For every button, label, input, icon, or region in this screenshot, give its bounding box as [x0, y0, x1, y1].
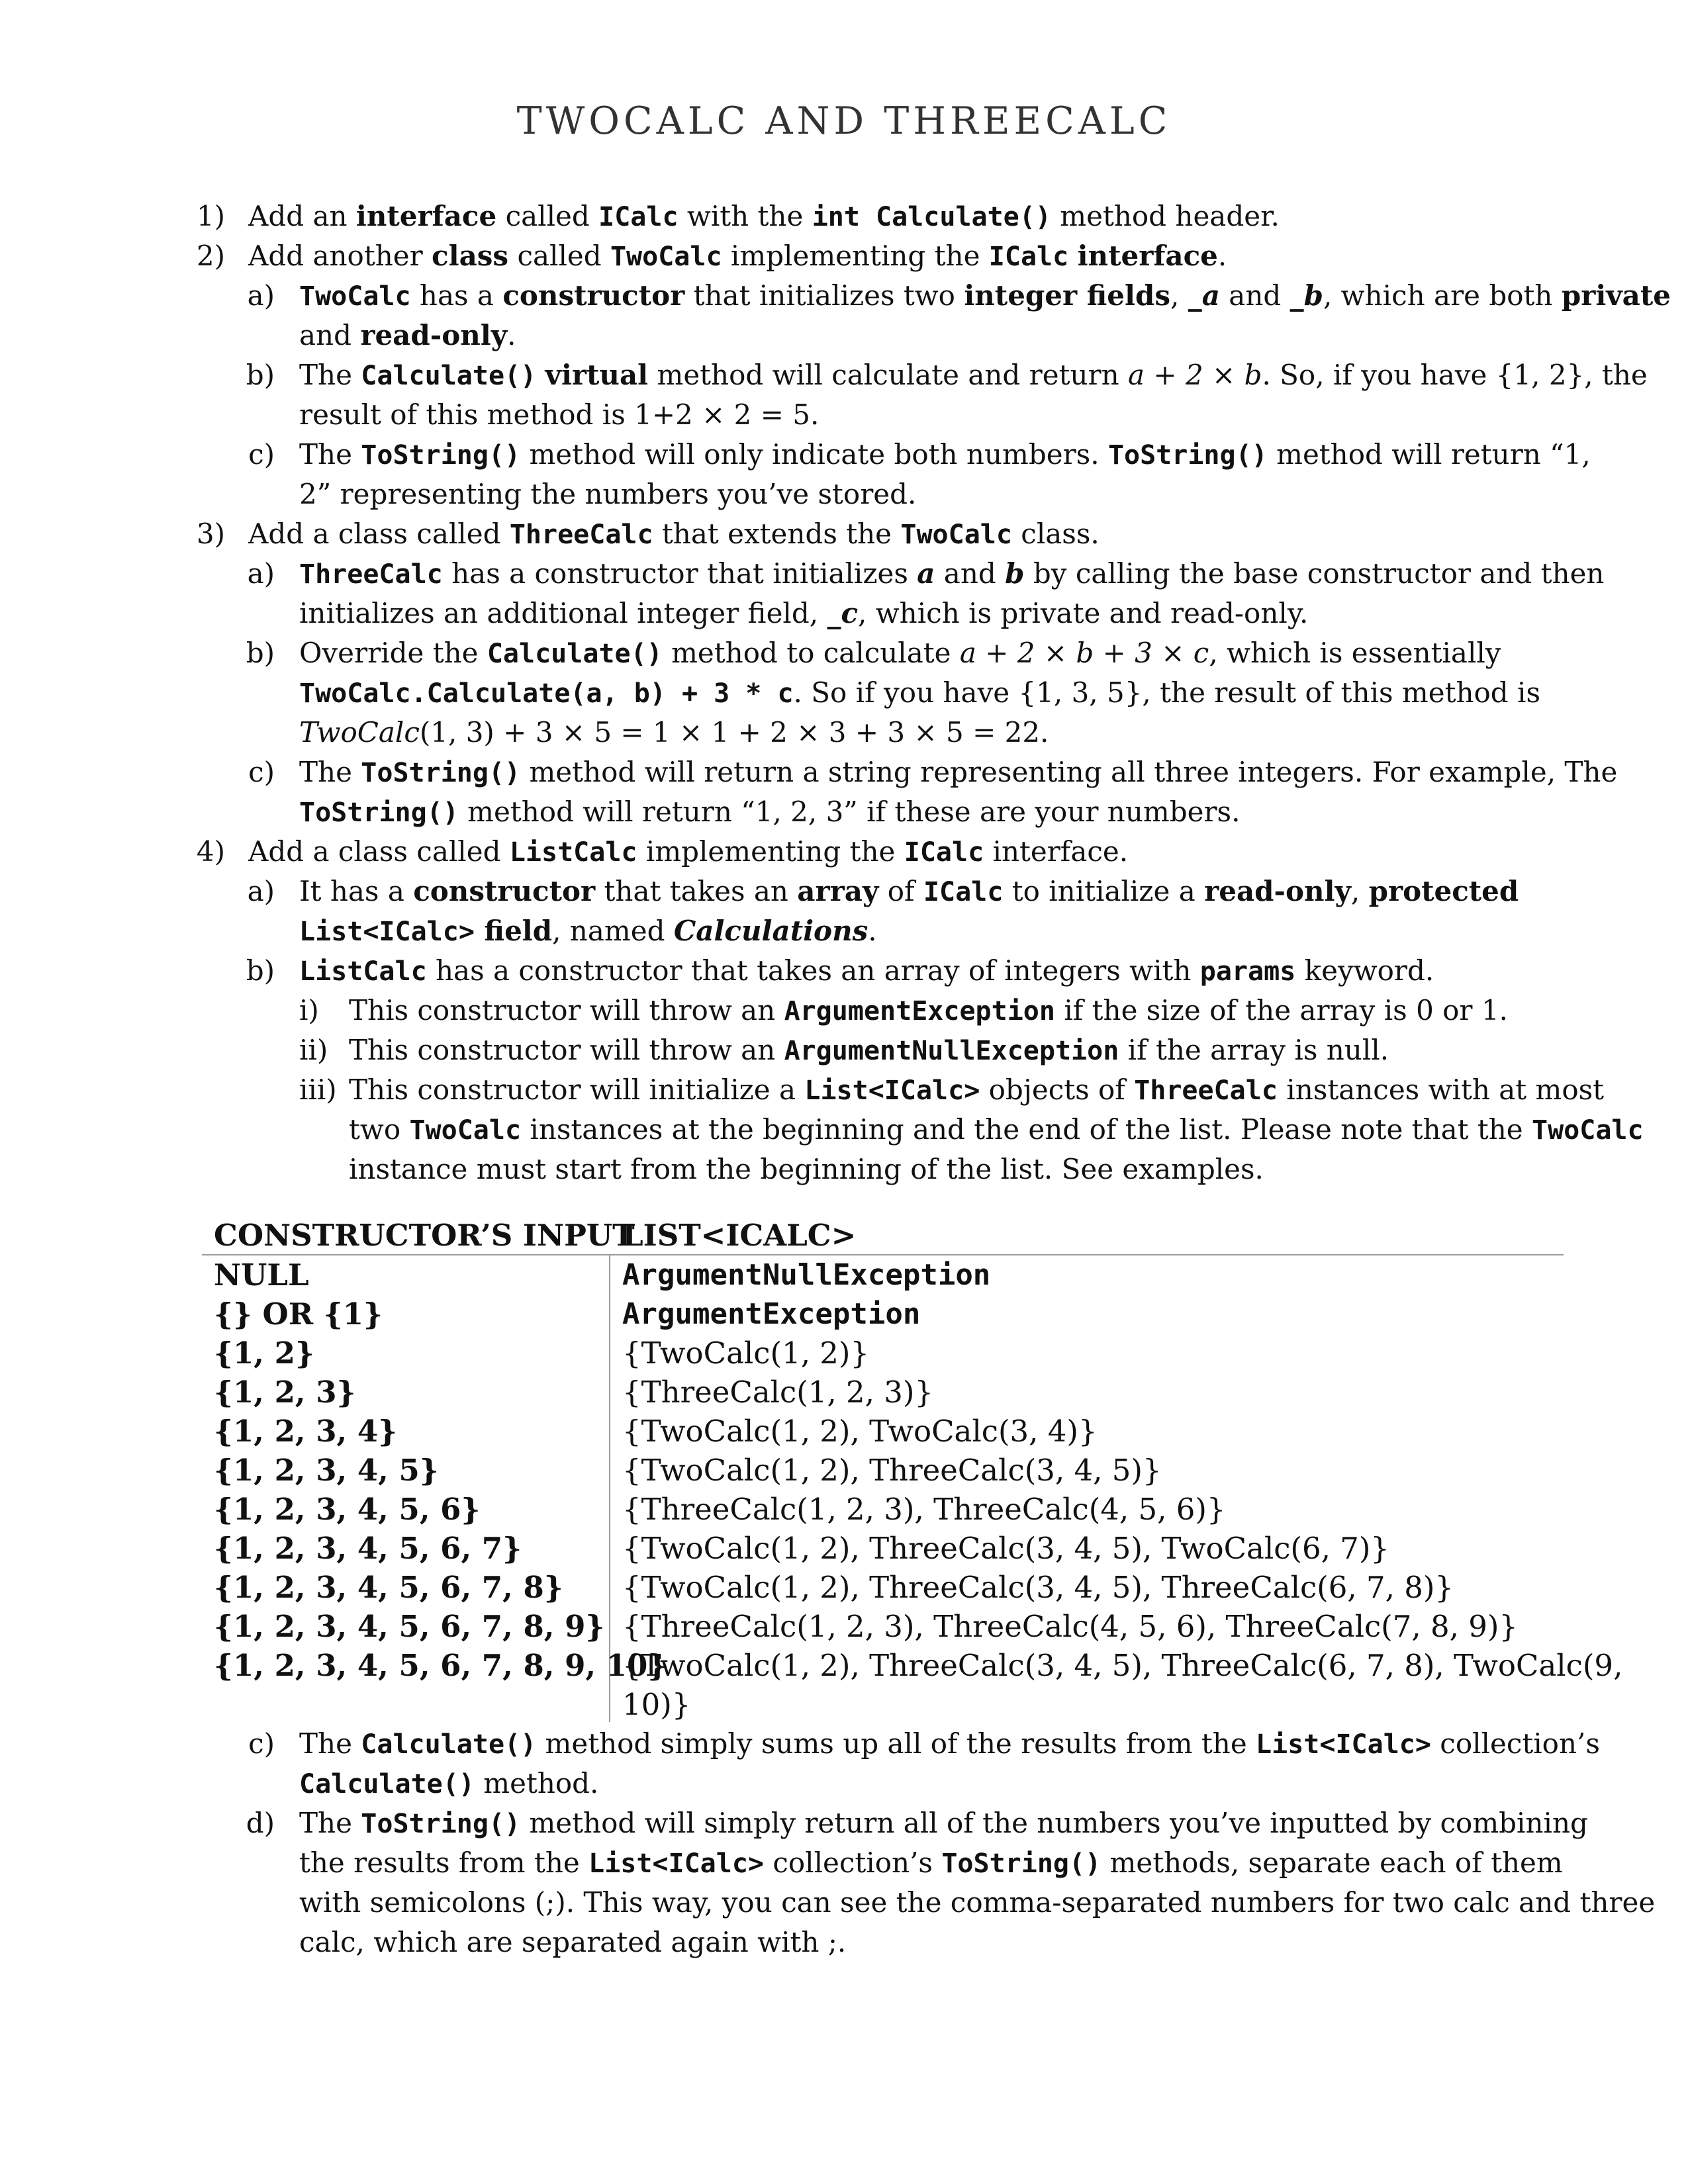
table-cell-input: {1, 2, 3, 4, 5, 6, 7, 8} [214, 1570, 563, 1605]
item-3a-line1: ThreeCalc has a constructor that initializes a and b by calling the base constructor and then [299, 557, 1605, 590]
item-2a-line2: and read-only. [299, 319, 516, 351]
table-cell-input: {1, 2, 3, 4, 5} [214, 1453, 439, 1488]
item-4d-line3: with semicolons (;). This way, you can see the comma-separated numbers for two calc and three [299, 1886, 1656, 1919]
table-cell-input: {1, 2, 3, 4} [214, 1414, 398, 1449]
table-cell-output: {TwoCalc(1, 2)} [622, 1336, 870, 1371]
item-number: 2) [196, 240, 225, 272]
page-title: TWOCALC AND THREECALC [516, 99, 1172, 143]
table-cell-input: {1, 2} [214, 1336, 314, 1371]
item-4b-ii-text: This constructor will throw an ArgumentNullException if the array is null. [349, 1034, 1389, 1066]
item-2-text: Add another class called TwoCalc implementing the ICalc interface. [248, 240, 1227, 272]
item-4a-line2: List<ICalc> field, named Calculations. [299, 915, 877, 947]
item-number: 1) [196, 200, 225, 232]
item-letter: a) [247, 875, 275, 907]
table-cell-output-continued: 10)} [622, 1687, 691, 1722]
item-3b-line3: TwoCalc(1, 3) + 3 × 5 = 1 × 1 + 2 × 3 + 3 × 5 = 22. [299, 716, 1049, 749]
table-cell-input: {} OR {1} [214, 1297, 383, 1332]
item-number: 3) [196, 518, 225, 550]
item-2b-line2: result of this method is 1+2 × 2 = 5. [299, 398, 820, 431]
item-1-text: Add an interface called ICalc with the int Calculate() method header. [248, 200, 1280, 232]
item-letter: c) [248, 1727, 275, 1760]
item-number: 4) [196, 835, 225, 868]
table-cell-input: {1, 2, 3} [214, 1375, 356, 1410]
item-3b-line2: TwoCalc.Calculate(a, b) + 3 * c. So if you have {1, 3, 5}, the result of this method is [299, 676, 1541, 709]
table-cell-input: {1, 2, 3, 4, 5, 6, 7, 8, 9, 10} [214, 1648, 667, 1683]
table-cell-output: {TwoCalc(1, 2), TwoCalc(3, 4)} [622, 1414, 1098, 1449]
item-4b-iii-number: iii) [299, 1073, 337, 1106]
item-letter: a) [247, 557, 275, 590]
item-2c-line1: The ToString() method will only indicate both numbers. ToString() method will return “1, [299, 438, 1591, 471]
item-2a-line1: TwoCalc has a constructor that initializes two integer fields, _a and _b, which are both private [299, 279, 1671, 312]
item-4b-iii-line1: This constructor will initialize a List<ICalc> objects of ThreeCalc instances with at most [349, 1073, 1605, 1106]
table-cell-output: {TwoCalc(1, 2), ThreeCalc(3, 4, 5), TwoCalc(6, 7)} [622, 1531, 1390, 1566]
table-header-input: CONSTRUCTOR’S INPUT [214, 1218, 635, 1253]
item-4d-line4: calc, which are separated again with ;. [299, 1926, 847, 1958]
item-4a-line1: It has a constructor that takes an array of ICalc to initialize a read-only, protected [299, 875, 1519, 907]
item-4b-iii-line3: instance must start from the beginning of the list. See examples. [349, 1153, 1264, 1185]
item-letter: b) [246, 637, 275, 669]
item-3b-line1: Override the Calculate() method to calculate a + 2 × b + 3 × c, which is essentially [299, 637, 1501, 669]
item-4b-iii-line2: two TwoCalc instances at the beginning and the end of the list. Please note that the TwoCalc [349, 1113, 1644, 1146]
item-2b-line1: The Calculate() virtual method will calculate and return a + 2 × b. So, if you have {1, 2}, the [299, 359, 1648, 391]
item-4b-i-text: This constructor will throw an ArgumentException if the size of the array is 0 or 1. [349, 994, 1508, 1026]
item-2c-line2: 2” representing the numbers you’ve stored. [299, 478, 917, 510]
item-4d-line2: the results from the List<ICalc> collection’s ToString() methods, separate each of them [299, 1846, 1563, 1879]
item-letter: d) [246, 1807, 275, 1839]
table-cell-output: ArgumentNullException [622, 1258, 991, 1292]
table-cell-output: {TwoCalc(1, 2), ThreeCalc(3, 4, 5), ThreeCalc(6, 7, 8), TwoCalc(9, [622, 1648, 1623, 1683]
item-3c-line2: ToString() method will return “1, 2, 3” if these are your numbers. [299, 796, 1241, 828]
table-cell-output: {ThreeCalc(1, 2, 3), ThreeCalc(4, 5, 6)} [622, 1492, 1226, 1527]
item-letter: b) [246, 954, 275, 987]
item-4d-line1: The ToString() method will simply return all of the numbers you’ve inputted by combining [299, 1807, 1588, 1839]
table-cell-output: {ThreeCalc(1, 2, 3), ThreeCalc(4, 5, 6), ThreeCalc(7, 8, 9)} [622, 1609, 1519, 1644]
item-letter: c) [248, 756, 275, 788]
item-4b-i-number: i) [299, 994, 319, 1026]
table-cell-output: {ThreeCalc(1, 2, 3)} [622, 1375, 934, 1410]
item-3a-line2: initializes an additional integer field, _c, which is private and read-only. [299, 597, 1309, 629]
table-cell-output: ArgumentException [622, 1297, 921, 1331]
item-4b-line1: ListCalc has a constructor that takes an array of integers with params keyword. [299, 954, 1434, 987]
item-letter: c) [248, 438, 275, 471]
item-3c-line1: The ToString() method will return a string representing all three integers. For example, The [299, 756, 1618, 788]
item-4c-line2: Calculate() method. [299, 1767, 599, 1799]
item-4b-ii-number: ii) [299, 1034, 328, 1066]
table-cell-input: NULL [214, 1257, 309, 1293]
item-letter: a) [247, 279, 275, 312]
item-3-text: Add a class called ThreeCalc that extends the TwoCalc class. [248, 518, 1100, 550]
table-cell-input: {1, 2, 3, 4, 5, 6, 7} [214, 1531, 522, 1566]
table-cell-input: {1, 2, 3, 4, 5, 6} [214, 1492, 481, 1527]
table-cell-input: {1, 2, 3, 4, 5, 6, 7, 8, 9} [214, 1609, 605, 1644]
item-4c-line1: The Calculate() method simply sums up all of the results from the List<ICalc> collection’s [299, 1727, 1600, 1760]
table-cell-output: {TwoCalc(1, 2), ThreeCalc(3, 4, 5), ThreeCalc(6, 7, 8)} [622, 1570, 1454, 1605]
table-cell-output: {TwoCalc(1, 2), ThreeCalc(3, 4, 5)} [622, 1453, 1162, 1488]
item-letter: b) [246, 359, 275, 391]
item-4-text: Add a class called ListCalc implementing the ICalc interface. [248, 835, 1129, 868]
table-header-output: LIST<ICALC> [622, 1218, 857, 1253]
